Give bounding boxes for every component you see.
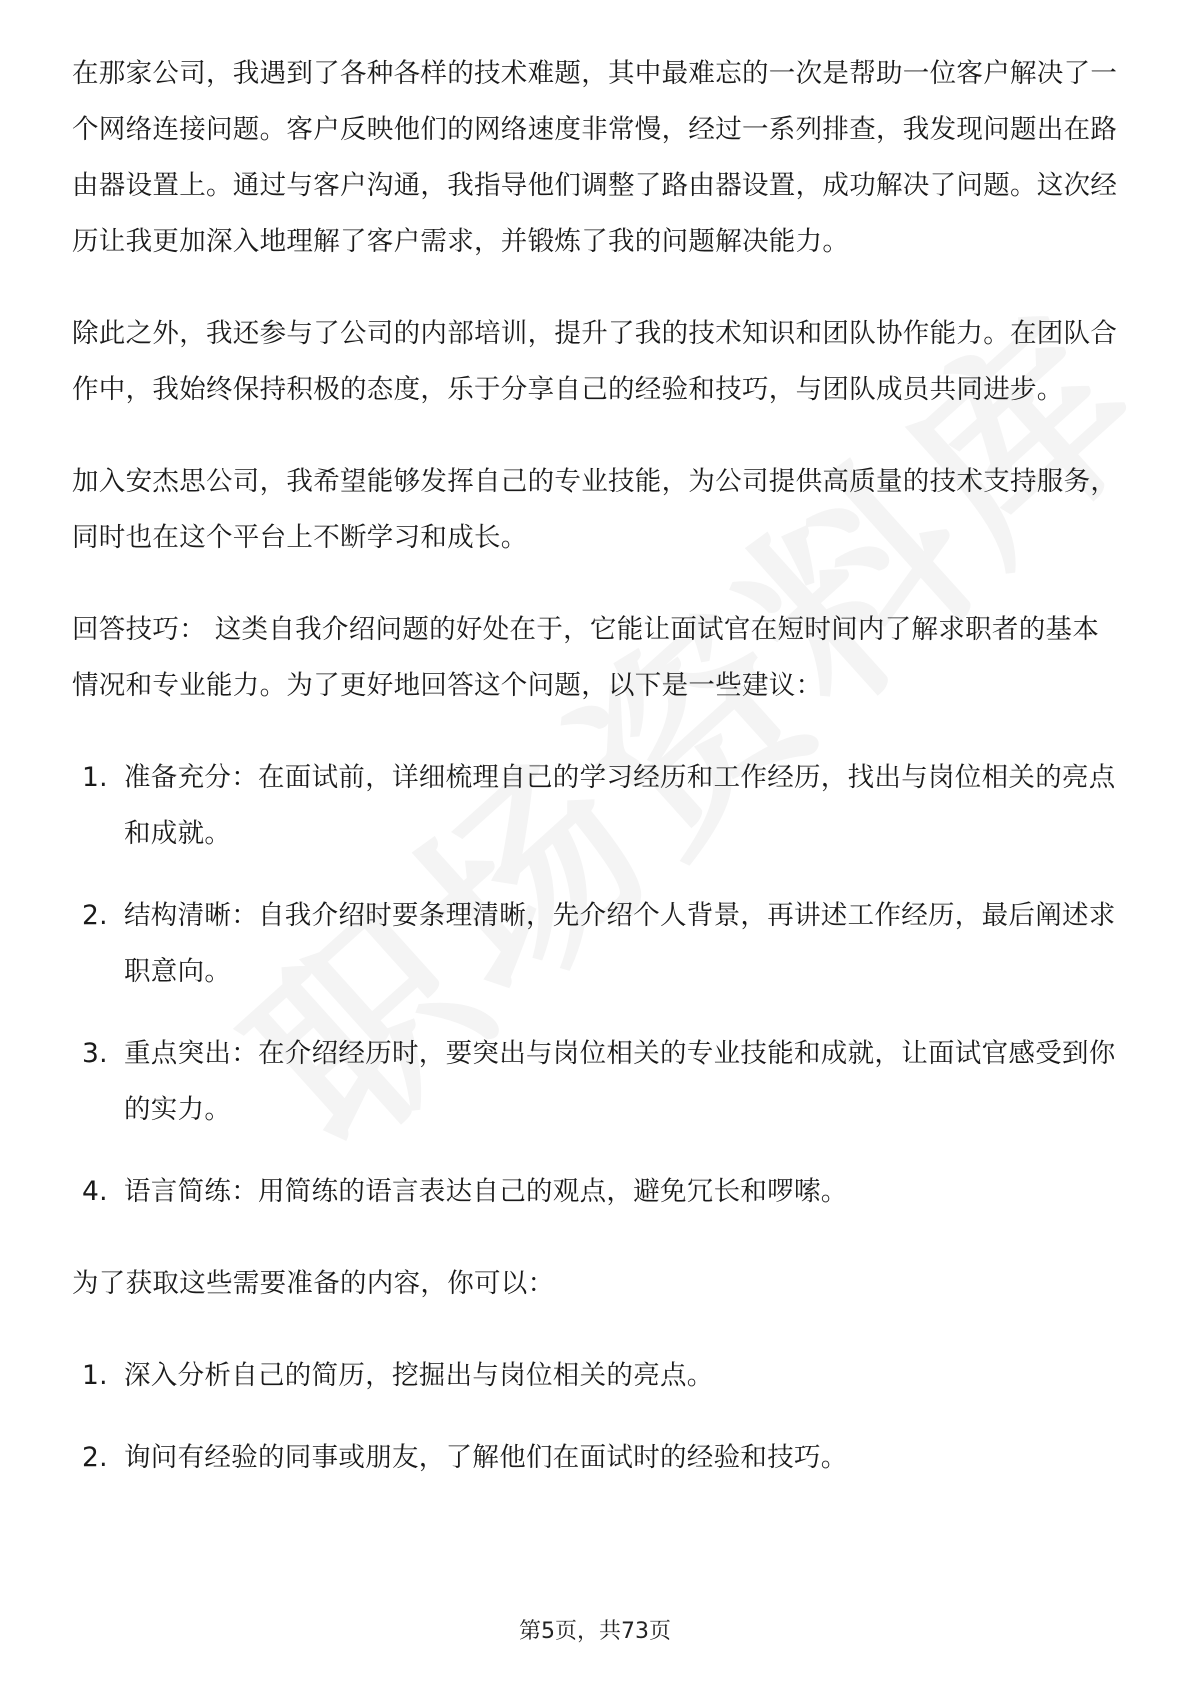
prep-list [72,1348,1118,1486]
paragraph-tips-intro: 回答技巧： 这类自我介绍问题的好处在于，它能让面试官在短时间内了解求职者的基本情况和专业能力。为了更好地回答这个问题，以下是一些建议： [72,614,1100,701]
list-text: 准备充分：在面试前，详细梳理自己的学习经历和工作经历，找出与岗位相关的亮点和成就。 [124,762,1116,849]
tips-list [72,750,1118,1220]
list-number: 1. [82,1360,108,1391]
list-text: 结构清晰：自我介绍时要条理清晰，先介绍个人背景，再讲述工作经历，最后阐述求职意向。 [124,900,1116,987]
list-number: 2. [82,1442,108,1473]
list-text: 询问有经验的同事或朋友，了解他们在面试时的经验和技巧。 [124,1442,848,1473]
list-item [72,1026,1118,1138]
paragraph-prep-intro: 为了获取这些需要准备的内容，你可以： [72,1268,555,1299]
list-item [72,750,1118,862]
list-number: 1. [82,762,108,793]
list-number: 4. [82,1176,108,1207]
list-item [72,1164,1118,1220]
paragraph-goal: 加入安杰思公司，我希望能够发挥自己的专业技能，为公司提供高质量的技术支持服务，同时也在这个平台上不断学习和成长。 [72,466,1118,553]
list-text: 重点突出：在介绍经历时，要突出与岗位相关的专业技能和成就，让面试官感受到你的实力。 [124,1038,1116,1125]
list-item [72,888,1118,1000]
document-body [72,46,1118,1522]
list-item [72,1430,1118,1486]
list-item [72,1348,1118,1404]
paragraph-training: 除此之外，我还参与了公司的内部培训，提升了我的技术知识和团队协作能力。在团队合作中，我始终保持积极的态度，乐于分享自己的经验和技巧，与团队成员共同进步。 [72,318,1118,405]
list-number: 3. [82,1038,108,1069]
list-text: 语言简练：用简练的语言表达自己的观点，避免冗长和啰嗦。 [124,1176,848,1207]
list-text: 深入分析自己的简历，挖掘出与岗位相关的亮点。 [124,1360,714,1391]
list-number: 2. [82,900,108,931]
page-footer: 第5页，共73页 [519,1619,671,1644]
paragraph-experience: 在那家公司，我遇到了各种各样的技术难题，其中最难忘的一次是帮助一位客户解决了一个网络连接问题。客户反映他们的网络速度非常慢，经过一系列排查，我发现问题出在路由器设置上。通过与客户沟通，我指导他们调整了路由器设置，成功解决了问题。这次经历让我更加深入地理解了客户需求，并锻炼了我的问题解决能力。 [72,58,1118,257]
